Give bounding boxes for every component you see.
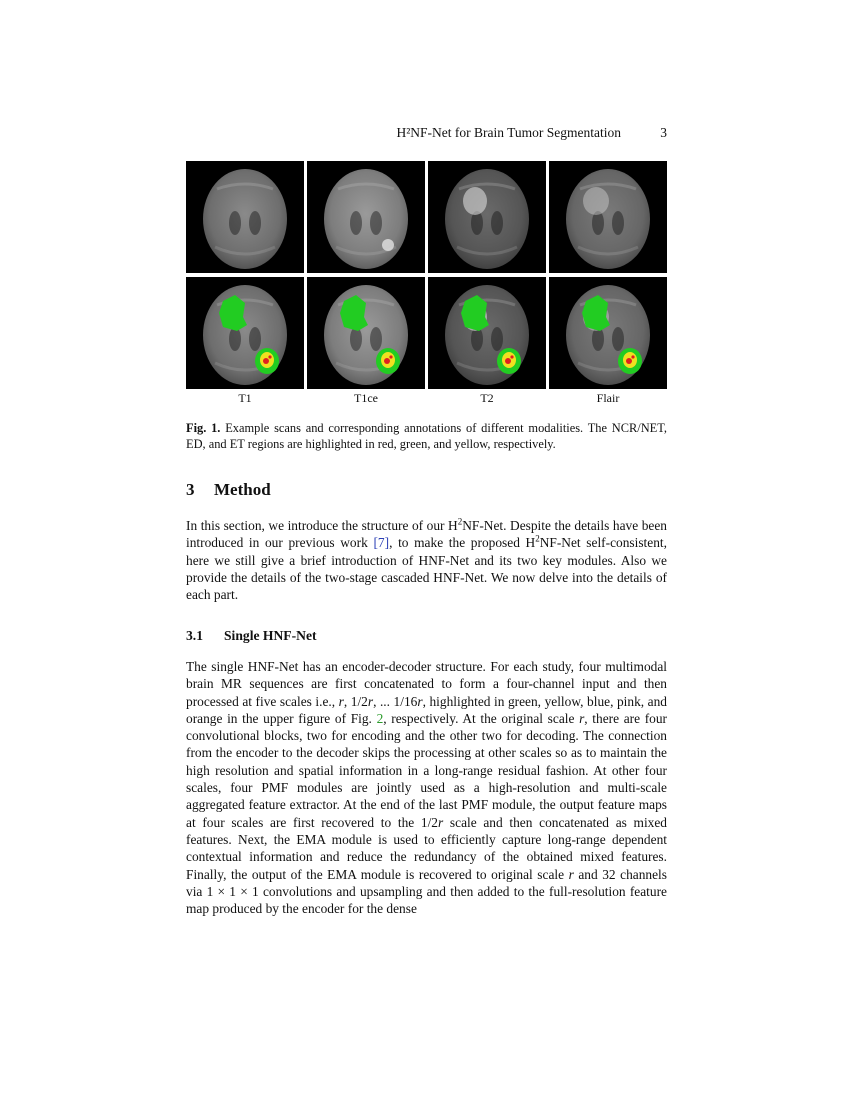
mri-scan-t1ce-annotated [307,277,425,389]
math-var: r [367,693,374,709]
text: , 1/2 [343,693,368,709]
section-number: 3 [186,480,195,499]
text: , ... 1/16 [373,693,418,709]
running-title: H²NF-Net for Brain Tumor Segmentation [396,125,621,140]
subsection-heading [186,628,317,644]
figure-link[interactable]: 2 [376,710,384,726]
math-var: r [579,710,585,726]
text: , to make the proposed H [389,535,536,551]
mri-scan-t2-annotated [428,277,546,389]
mri-scan-t1 [186,161,304,273]
section-heading [186,480,271,500]
math-var: r [338,693,344,709]
page-number: 3 [660,125,667,140]
section-paragraph [186,517,667,603]
math-var: r [438,814,444,830]
modality-label-t2: T2 [480,391,494,405]
citation-link[interactable]: [7] [373,535,390,551]
mri-scan-t1ce [307,161,425,273]
mri-figure [186,161,667,389]
mri-scan-t1-annotated [186,277,304,389]
subsection-number: 3.1 [186,628,203,643]
math-var: r [568,866,574,882]
mri-scan-t2 [428,161,546,273]
subsection-title: Single HNF-Net [224,628,317,643]
figure-caption [186,420,667,452]
text: The single HNF-Net has an encoder-decoder structure. For each study, four multimodal brain MR sequences are first concatenated to form a four-channel input and then processed at five scales i.e., [186,659,667,709]
mri-scan-flair-annotated [549,277,667,389]
section-title: Method [214,480,271,499]
text: NF-Net self-consistent, here we still give a brief introduction of HNF-Net and its two key modules. Also we provide the details of the two-stage cascaded HNF-Net. We now delve into the details of each part. [186,535,667,603]
running-header [186,125,667,145]
caption-label: Fig. 1. [186,421,221,435]
text: , respectively. At the original scale [383,710,580,726]
text: scale and then concatenated as mixed features. Next, the EMA module is used to efficiently capture long-range dependent contextual information and reduce the redundancy of the obtained mixed features. Finally, the output of the EMA module is recovered to original scale [186,814,667,882]
modality-label-t1: T1 [238,391,252,405]
superscript: 2 [535,533,540,544]
modality-label-flair: Flair [596,391,620,405]
subsection-paragraph [186,658,667,917]
modality-label-t1ce: T1ce [354,391,378,405]
caption-text: Example scans and corresponding annotations of different modalities. The NCR/NET, ED, and ET regions are highlighted in red, green, and yellow, respectively. [186,421,667,451]
text: , there are four convolutional blocks, two for encoding and the other two for decoding. The connection from the encoder to the decoder skips the processing at other scales so as to maintain the high resolution and spatial information in a long-range residual fashion. At other four scales, four PMF modules are jointly used as a high-resolution and multi-scale aggregated feature extractor. At the end of the last PMF module, the output feature maps at four scales are first recovered to the 1/2 [186,710,667,830]
mri-figure-svg [186,161,667,389]
mri-scan-flair [549,161,667,273]
text: NF-Net. Despite the details have been introduced in our previous work [186,518,667,551]
text: , highlighted in green, yellow, blue, pink, and orange in the upper figure of Fig. [186,693,667,726]
text: In this section, we introduce the structure of our H [186,518,458,533]
superscript: 2 [457,516,463,527]
text: and 32 channels via 1 × 1 × 1 convolutions and upsampling and then added to the full-resolution feature map produced by the encoder for the dense [186,866,667,917]
math-var: r [417,693,423,709]
modality-labels [186,391,667,407]
